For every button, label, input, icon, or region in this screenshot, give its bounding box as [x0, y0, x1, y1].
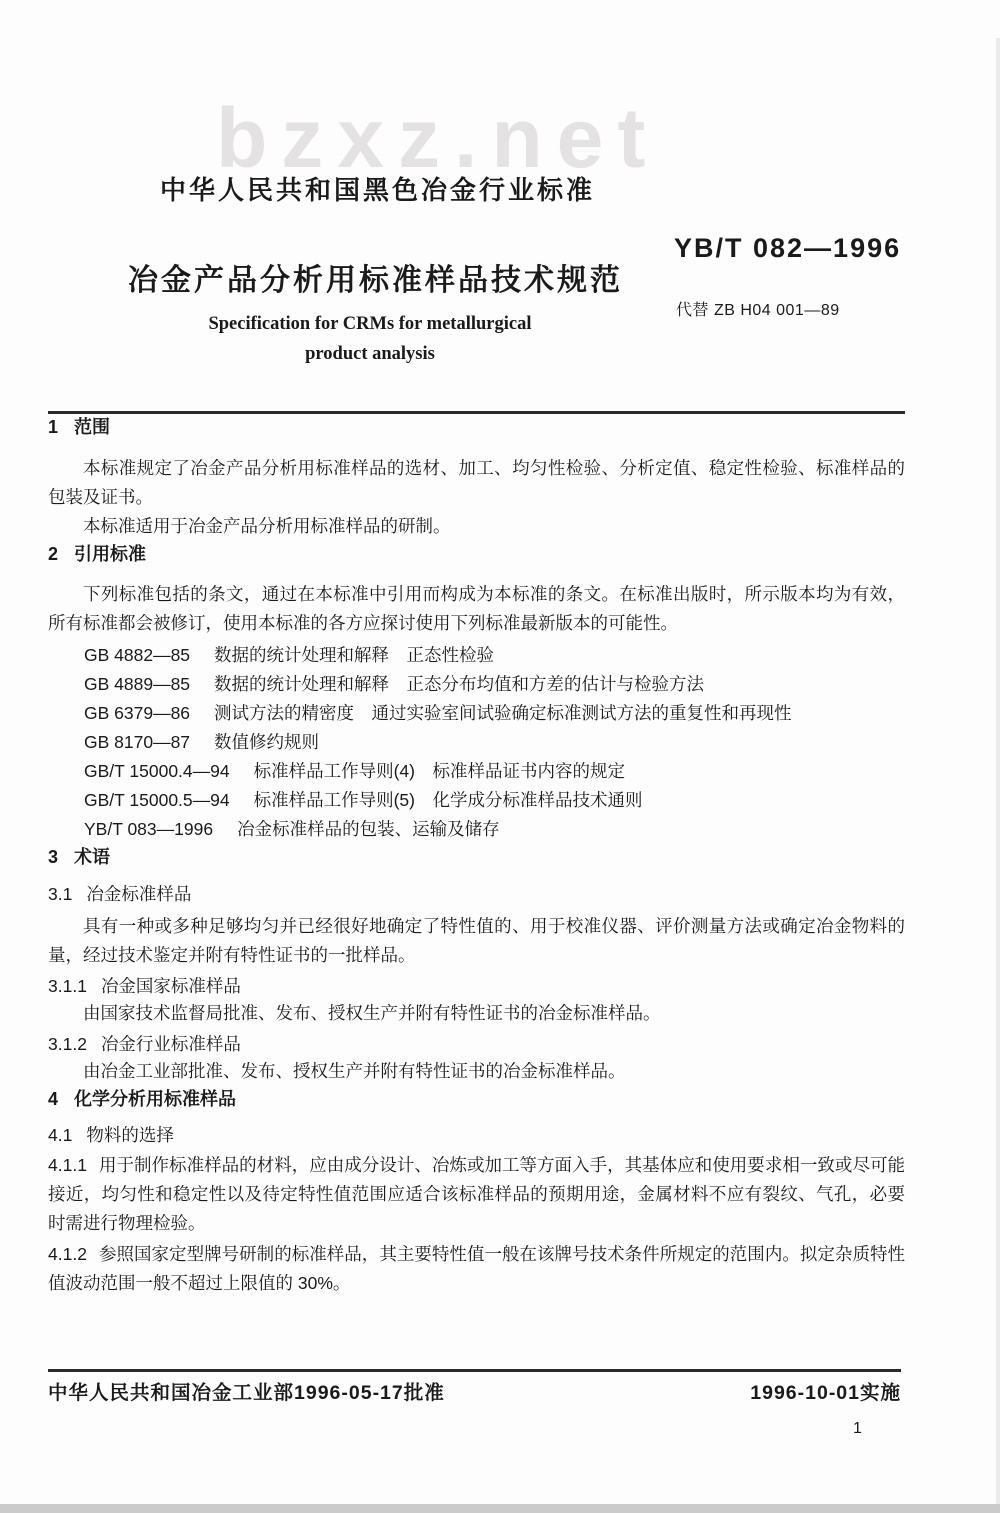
clause-title: 冶金行业标准样品	[100, 1034, 241, 1054]
reference-list	[48, 641, 905, 844]
approval-note: 中华人民共和国冶金工业部1996-05-17批准	[48, 1382, 445, 1404]
reference-title: 标准样品工作导则(4) 标准样品证书内容的规定	[253, 761, 625, 781]
section-1-paragraph-1: 本标准规定了冶金产品分析用标准样品的选材、加工、均匀性检验、分析定值、稳定性检验、标准样品的包装及证书。	[48, 458, 905, 507]
document-body	[48, 411, 905, 1298]
section-2-paragraph-1: 下列标准包括的条文，通过在本标准中引用而构成为本标准的条文。在标准出版时，所示版本均为有效，所有标准都会被修订，使用本标准的各方应探讨使用下列标准最新版本的可能性。	[48, 584, 905, 633]
document-title-en-line1: Specification for CRMs for metallurgical	[208, 314, 532, 334]
section-number: 3	[48, 847, 59, 867]
clause-text: 参照国家定型牌号研制的标准样品，其主要特性值一般在该牌号技术条件所规定的范围内。拟定杂质特性值波动范围一般不超过上限值的 30%。	[48, 1244, 905, 1293]
clause-number: 4.1	[48, 1125, 73, 1145]
reference-code: GB 4882—85	[84, 645, 191, 665]
reference-title: 测试方法的精密度 通过实验室间试验确定标准测试方法的重复性和再现性	[214, 703, 792, 723]
reference-item	[48, 757, 905, 786]
section-2-heading	[48, 541, 905, 567]
clause-number: 3.1.2	[48, 1034, 87, 1054]
reference-title: 标准样品工作导则(5) 化学成分标准样品技术通则	[253, 790, 643, 810]
section-3-1-2-heading	[48, 1031, 905, 1057]
reference-code: GB/T 15000.5—94	[84, 790, 230, 810]
section-3-1-1-heading	[48, 973, 905, 999]
footer-divider	[48, 1369, 901, 1372]
document-title-en-line2: product analysis	[305, 344, 435, 364]
standard-number: YB/T 082—1996	[674, 233, 902, 263]
reference-item	[48, 728, 905, 757]
reference-code: GB 4889—85	[84, 674, 191, 694]
clause-number: 3.1.1	[48, 976, 87, 996]
section-4-1-1-paragraph	[48, 1151, 905, 1238]
reference-code: GB/T 15000.4—94	[84, 761, 230, 781]
section-1-heading	[48, 414, 905, 440]
section-title: 术语	[74, 847, 111, 867]
clause-title: 冶金国家标准样品	[100, 976, 241, 996]
footer	[48, 1377, 901, 1405]
reference-code: YB/T 083—1996	[84, 819, 214, 839]
section-3-1-paragraph: 具有一种或多种足够均匀并已经很好地确定了特性值的、用于校准仪器、评价测量方法或确定冶金物料的量，经过技术鉴定并附有特性证书的一批样品。	[48, 916, 905, 965]
standard-category-heading: 中华人民共和国黑色冶金行业标准	[160, 175, 596, 205]
section-1-paragraph-2: 本标准适用于冶金产品分析用标准样品的研制。	[83, 516, 451, 536]
section-4-1-heading	[48, 1122, 905, 1148]
section-title: 引用标准	[74, 544, 147, 564]
section-number: 1	[48, 417, 59, 437]
section-3-1-heading	[48, 881, 905, 907]
reference-title: 数据的统计处理和解释 正态性检验	[214, 645, 495, 665]
page-edge-bottom	[0, 1504, 1000, 1513]
page-edge-right	[996, 38, 1000, 1513]
watermark: bzxz.net	[216, 91, 660, 185]
clause-number: 4.1.2	[48, 1244, 87, 1264]
reference-code: GB 8170—87	[84, 732, 191, 752]
reference-title: 数据的统计处理和解释 正态分布均值和方差的估计与检验方法	[214, 674, 705, 694]
reference-item	[48, 699, 905, 728]
clause-title: 冶金标准样品	[86, 884, 192, 904]
section-3-1-2-paragraph: 由冶金工业部批准、发布、授权生产并附有特性证书的冶金标准样品。	[83, 1061, 626, 1081]
clause-number: 4.1.1	[48, 1155, 87, 1175]
section-title: 化学分析用标准样品	[74, 1089, 237, 1109]
clause-title: 物料的选择	[86, 1125, 174, 1145]
reference-title: 数值修约规则	[214, 732, 320, 752]
reference-item	[48, 815, 905, 844]
reference-item	[48, 641, 905, 670]
reference-item	[48, 670, 905, 699]
section-number: 2	[48, 544, 59, 564]
reference-item	[48, 786, 905, 815]
section-3-heading	[48, 844, 905, 870]
document-title-cn: 冶金产品分析用标准样品技术规范	[128, 264, 623, 297]
clause-number: 3.1	[48, 884, 73, 904]
section-4-1-2-paragraph	[48, 1240, 905, 1298]
section-4-heading	[48, 1086, 905, 1112]
clause-text: 用于制作标准样品的材料，应由成分设计、冶炼或加工等方面入手，其基体应和使用要求相一致或尽可能接近，均匀性和稳定性以及待定特性值范围应适合该标准样品的预期用途，金属材料不应有裂纹、气孔，必要时需进行物理检验。	[48, 1155, 905, 1233]
implementation-note: 1996-10-01实施	[750, 1382, 901, 1404]
replaces-note: 代替 ZB H04 001—89	[676, 302, 840, 319]
reference-code: GB 6379—86	[84, 703, 191, 723]
reference-title: 冶金标准样品的包装、运输及储存	[237, 819, 500, 839]
section-3-1-1-paragraph: 由国家技术监督局批准、发布、授权生产并附有特性证书的冶金标准样品。	[83, 1003, 661, 1023]
section-title: 范围	[74, 417, 111, 437]
section-number: 4	[48, 1089, 59, 1109]
page-number: 1	[853, 1420, 862, 1437]
